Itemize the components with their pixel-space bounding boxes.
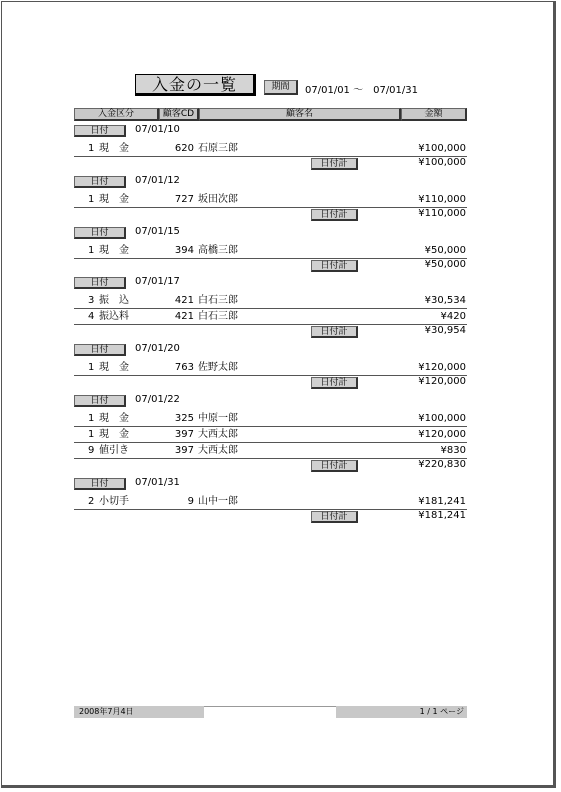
amount: ¥120,000 [418,362,466,373]
customer-cd: 9 [187,496,194,507]
customer-cd: 325 [174,413,194,424]
category-name: 振込料 [99,311,129,322]
category-name: 現 金 [99,362,129,373]
table-row [74,243,467,259]
customer-name: 中原一郎 [198,413,238,424]
customer-cd: 620 [174,143,194,154]
subtotal-amount: ¥120,000 [418,376,466,387]
customer-cd: 397 [174,445,194,456]
category-code: 3 [88,295,95,306]
subtotal-amount: ¥30,954 [424,325,466,336]
category-name: 現 金 [99,245,129,256]
category-code: 1 [88,143,95,154]
customer-name: 石原三郎 [198,143,238,154]
customer-name: 高橋三郎 [198,245,238,256]
period-value: 07/01/01 ～ 07/01/31 [305,85,419,96]
subtotal-label: 日付計 [311,460,358,472]
customer-cd: 421 [174,295,194,306]
subtotal-amount: ¥110,000 [418,208,466,219]
subtotal-label: 日付計 [311,511,358,523]
customer-cd: 394 [174,245,194,256]
table-row [74,411,467,427]
report-footer [74,706,467,718]
date-label: 日付 [74,395,126,407]
print-date: 2008年7月4日 [74,706,204,718]
column-header-category: 入金区分 [74,108,159,121]
subtotal-label: 日付計 [311,260,358,272]
footer-divider [204,706,336,718]
category-code: 1 [88,429,95,440]
report-title: 入金の一覧 [135,74,256,96]
customer-name: 大西太郎 [198,445,238,456]
amount: ¥420 [440,311,466,322]
customer-cd: 727 [174,194,194,205]
category-name: 現 金 [99,413,129,424]
customer-name: 白石三郎 [198,311,238,322]
subtotal-amount: ¥181,241 [418,510,466,521]
category-code: 1 [88,362,95,373]
amount: ¥100,000 [418,413,466,424]
amount: ¥30,534 [424,295,466,306]
category-code: 1 [88,413,95,424]
column-header-customer-cd: 顧客CD [159,108,199,121]
table-row [74,141,467,157]
category-name: 値引き [99,445,129,456]
amount: ¥830 [440,445,466,456]
amount: ¥110,000 [418,194,466,205]
category-name: 現 金 [99,194,129,205]
customer-cd: 421 [174,311,194,322]
group-date: 07/01/10 [135,124,180,135]
date-label: 日付 [74,125,126,137]
subtotal-amount: ¥220,830 [418,459,466,470]
category-code: 4 [88,311,95,322]
amount: ¥120,000 [418,429,466,440]
amount: ¥181,241 [418,496,466,507]
group-date: 07/01/15 [135,226,180,237]
category-name: 現 金 [99,143,129,154]
table-row [74,293,467,309]
amount: ¥100,000 [418,143,466,154]
category-code: 1 [88,194,95,205]
table-row [74,427,467,443]
customer-name: 坂田次郎 [198,194,238,205]
category-name: 小切手 [99,496,129,507]
page-number: 1 / 1 ページ [336,706,467,718]
subtotal-label: 日付計 [311,158,358,170]
category-code: 9 [88,445,95,456]
table-row [74,192,467,208]
group-date: 07/01/31 [135,477,180,488]
period-label: 期間 [264,80,298,95]
customer-name: 白石三郎 [198,295,238,306]
customer-cd: 397 [174,429,194,440]
column-header-customer-name: 顧客名 [199,108,401,121]
date-label: 日付 [74,277,126,289]
subtotal-amount: ¥50,000 [424,259,466,270]
date-label: 日付 [74,344,126,356]
date-label: 日付 [74,176,126,188]
column-header-amount: 金額 [401,108,467,121]
customer-cd: 763 [174,362,194,373]
category-code: 2 [88,496,95,507]
table-row [74,309,467,325]
customer-name: 佐野太郎 [198,362,238,373]
group-date: 07/01/17 [135,276,180,287]
subtotal-label: 日付計 [311,209,358,221]
category-name: 現 金 [99,429,129,440]
subtotal-amount: ¥100,000 [418,157,466,168]
group-date: 07/01/22 [135,394,180,405]
table-row [74,360,467,376]
customer-name: 大西太郎 [198,429,238,440]
amount: ¥50,000 [424,245,466,256]
category-name: 振 込 [99,295,129,306]
customer-name: 山中一郎 [198,496,238,507]
date-label: 日付 [74,478,126,490]
category-code: 1 [88,245,95,256]
subtotal-label: 日付計 [311,377,358,389]
group-date: 07/01/20 [135,343,180,354]
table-row [74,443,467,459]
date-label: 日付 [74,227,126,239]
subtotal-label: 日付計 [311,326,358,338]
table-row [74,494,467,510]
group-date: 07/01/12 [135,175,180,186]
